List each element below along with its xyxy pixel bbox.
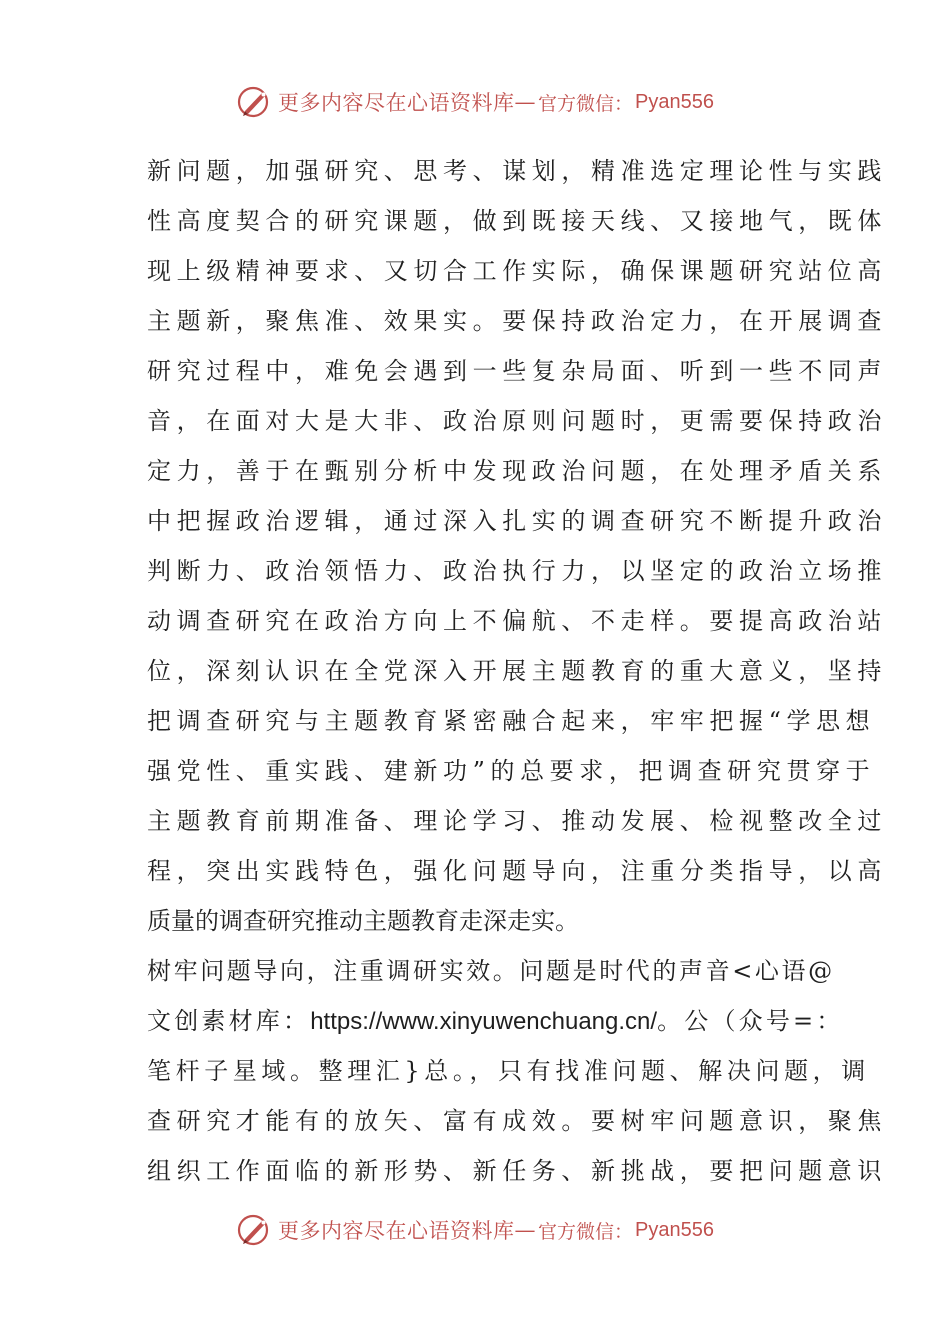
body-line: 位，深刻认识在全党深入开展主题教育的重大意义，坚持 [147, 657, 887, 685]
body-line: 把调查研究与主题教育紧密融合起来，牢牢把握“学思想 [147, 707, 876, 735]
body-line-with-url [147, 996, 844, 1046]
body-line: 研究过程中，难免会遇到一些复杂局面、听到一些不同声 [147, 357, 887, 385]
banner-dash: — [514, 90, 536, 114]
official-wechat-label: 官方微信： [538, 1220, 634, 1243]
body-line: 主题教育前期准备、理论学习、推动发展、检视整改全过 [147, 807, 887, 835]
body-line: 现上级精神要求、又切合工作实际，确保课题研究站位高 [147, 257, 887, 285]
body-line: 笔杆子星域。整理汇}总。，只有找准问题、解决问题，调 [147, 1057, 870, 1085]
website-url-link[interactable]: https://www.xinyuwenchuang.cn/ [310, 1008, 658, 1035]
body-line: 判断力、政治领悟力、政治执行力，以坚定的政治立场推 [147, 557, 887, 585]
official-wechat-label: 官方微信： [538, 92, 634, 115]
body-line: 组织工作面临的新形势、新任务、新挑战，要把问题意识 [147, 1157, 887, 1185]
header-watermark-banner [0, 82, 950, 122]
pen-logo-icon [236, 84, 272, 120]
body-line: 程，突出实践特色，强化问题导向，注重分类指导，以高 [147, 857, 887, 885]
wechat-id: Pyan556 [635, 90, 714, 113]
wechat-id: Pyan556 [635, 1218, 714, 1241]
body-line: 质量的调查研究推动主题教育走深走实。 [147, 907, 579, 935]
body-line: 查研究才能有的放矢、富有成效。要树牢问题意识，聚焦 [147, 1107, 887, 1135]
url-line-prefix: 文创素材库： [147, 1007, 311, 1035]
pen-logo-icon [236, 1212, 272, 1248]
library-name: 更多内容尽在心语资料库 [278, 1219, 515, 1243]
body-line: 新问题，加强研究、思考、谋划，精准选定理论性与实践 [147, 157, 887, 185]
body-line: 性高度契合的研究课题，做到既接天线、又接地气，既体 [147, 207, 887, 235]
body-line: 强党性、重实践、建新功”的总要求，把调查研究贯穿于 [147, 757, 876, 785]
body-line: 树牢问题导向，注重调研实效。问题是时代的声音<心语@ [147, 957, 835, 985]
body-line: 主题新，聚焦准、效果实。要保持政治定力，在开展调查 [147, 307, 887, 335]
url-line-suffix: 。公（众号=： [657, 1007, 844, 1035]
body-line: 动调查研究在政治方向上不偏航、不走样。要提高政治站 [147, 607, 887, 635]
library-name: 更多内容尽在心语资料库 [278, 91, 515, 115]
document-body [147, 146, 887, 1196]
body-line: 音，在面对大是大非、政治原则问题时，更需要保持政治 [147, 407, 887, 435]
body-line: 中把握政治逻辑，通过深入扎实的调查研究不断提升政治 [147, 507, 887, 535]
banner-dash: — [514, 1218, 536, 1242]
footer-watermark-banner [0, 1210, 950, 1250]
body-line: 定力，善于在甄别分析中发现政治问题，在处理矛盾关系 [147, 457, 887, 485]
